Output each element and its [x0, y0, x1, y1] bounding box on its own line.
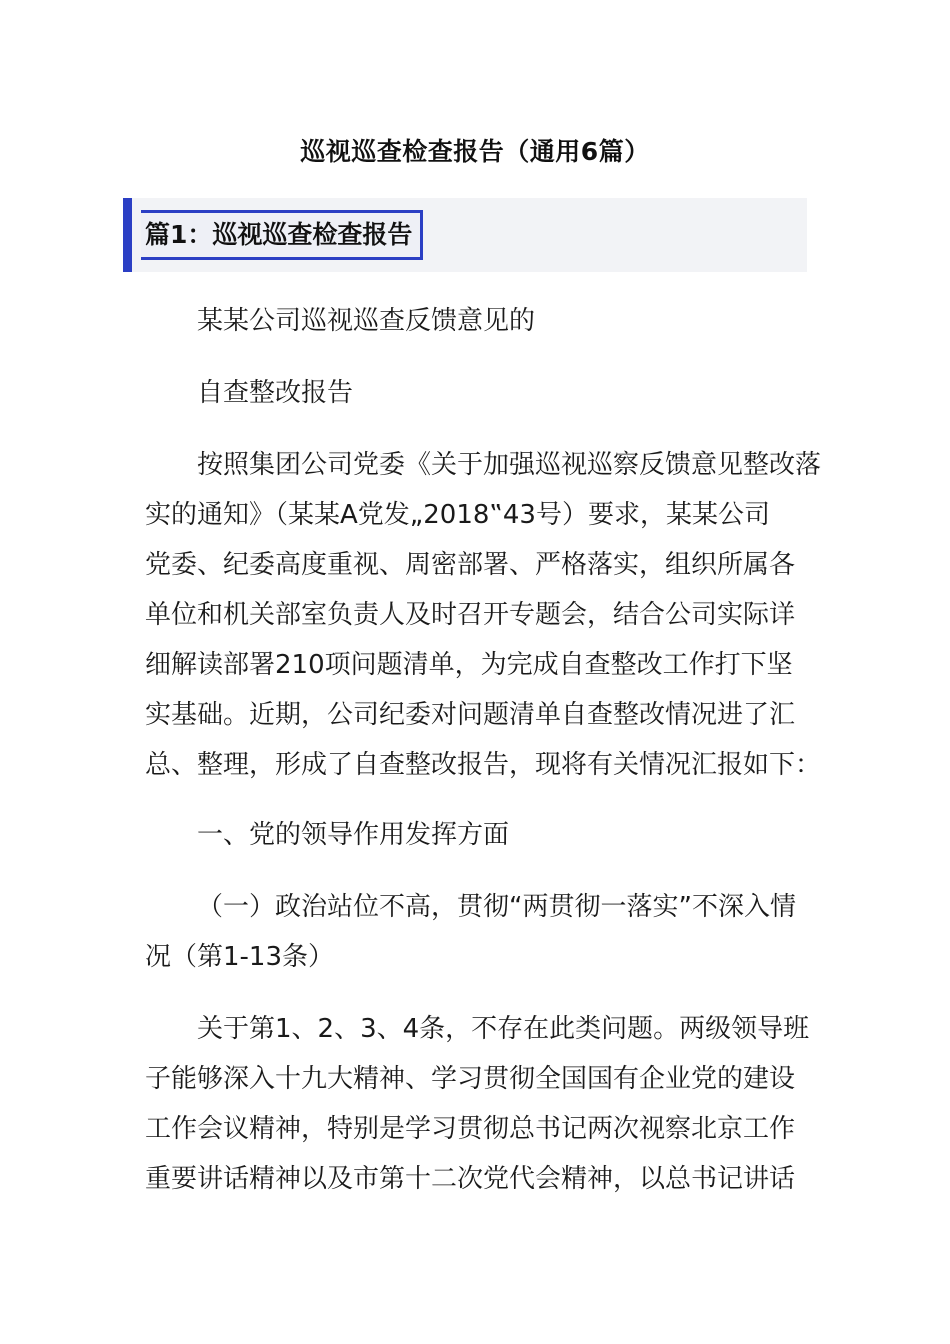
paragraph-line: 按照集团公司党委《关于加强巡视巡察反馈意见整改落 — [197, 450, 822, 480]
section-subtitle-1 — [145, 810, 813, 860]
paragraph-line: 工作会议精神，特别是学习贯彻总书记两次视察北京工作 — [145, 1114, 796, 1144]
paragraph-text: 一、党的领导作用发挥方面 — [197, 820, 510, 850]
paragraph-line: 重要讲话精神以及市第十二次党代会精神，以总书记讲话 — [145, 1164, 796, 1194]
paragraph-line: 子能够深入十九大精神、学习贯彻全国国有企业党的建设 — [145, 1064, 796, 1094]
paragraph-line: 实的通知》（某某A党发„2018‟43号）要求，某某公司 — [145, 500, 770, 530]
section-heading: 篇1：巡视巡查检查报告 — [141, 210, 423, 260]
paragraph-text: 自查整改报告 — [197, 378, 354, 408]
paragraph-subject-line-1 — [145, 296, 813, 346]
paragraph-text: 某某公司巡视巡查反馈意见的 — [197, 306, 536, 336]
paragraph-intro — [145, 440, 822, 790]
paragraph-line: 党委、纪委高度重视、周密部署、严格落实，组织所属各 — [145, 550, 796, 580]
paragraph-line: 况（第1-13条） — [145, 942, 335, 972]
paragraph-line: 关于第1、2、3、4条，不存在此类问题。两级领导班 — [197, 1014, 810, 1044]
paragraph-subsection-1 — [145, 882, 813, 982]
paragraph-line: （一）政治站位不高，贯彻“两贯彻一落实”不深入情 — [197, 892, 796, 922]
paragraph-line: 实基础。近期，公司纪委对问题清单自查整改情况进了汇 — [145, 700, 796, 730]
paragraph-line: 单位和机关部室负责人及时召开专题会，结合公司实际详 — [145, 600, 796, 630]
paragraph-line: 总、整理，形成了自查整改报告，现将有关情况汇报如下： — [145, 750, 822, 780]
document-title: 巡视巡查检查报告（通用6篇） — [300, 137, 650, 166]
paragraph-subject-line-2 — [145, 368, 813, 418]
paragraph-line: 细解读部署210项问题清单，为完成自查整改工作打下坚 — [145, 650, 793, 680]
paragraph-body — [145, 1004, 813, 1204]
